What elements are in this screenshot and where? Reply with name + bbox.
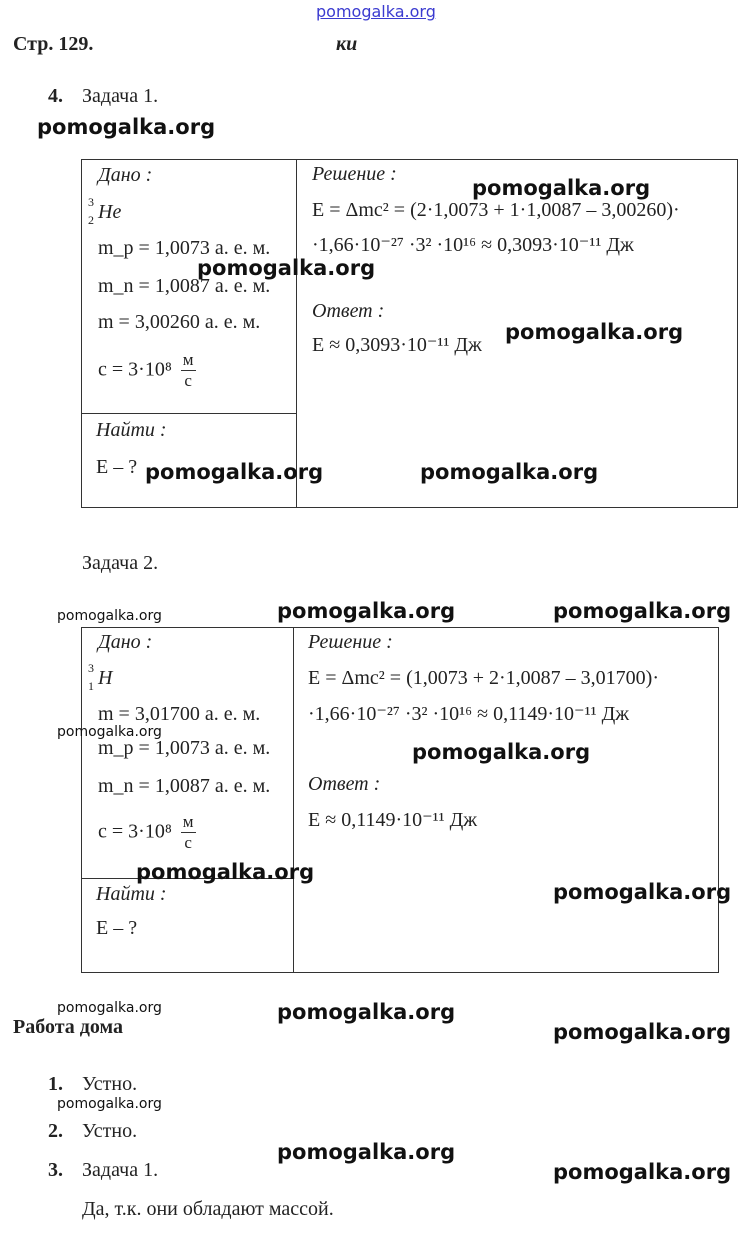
given-proton-mass: m_p = 1,0073 а. е. м.: [98, 737, 271, 759]
task-title: Задача 1.: [82, 85, 159, 107]
answer-value: E ≈ 0,3093·10⁻¹¹ Дж: [312, 334, 482, 356]
answer-value: E ≈ 0,1149·10⁻¹¹ Дж: [308, 809, 478, 831]
watermark: pomogalka.org: [553, 1020, 732, 1044]
homework-title: Работа дома: [13, 1016, 123, 1038]
task-number: 4.: [48, 85, 63, 107]
homework-item-number: 1.: [48, 1073, 63, 1095]
watermark: pomogalka.org: [145, 460, 324, 484]
watermark: pomogalka.org: [553, 1160, 732, 1184]
nucleus-notation: 3 1 H: [88, 661, 113, 693]
given-neutron-mass: m_n = 1,0087 а. е. м.: [98, 775, 271, 797]
homework-item-text: Устно.: [82, 1073, 138, 1095]
given-label: Дано :: [98, 164, 153, 186]
watermark: pomogalka.org: [57, 724, 162, 740]
given-label: Дано :: [98, 631, 153, 653]
find-label: Найти :: [96, 883, 167, 905]
watermark: pomogalka.org: [472, 176, 651, 200]
given-neutron-mass: m_n = 1,0087 а. е. м.: [98, 275, 271, 297]
given-nucleus-mass: m = 3,00260 а. е. м.: [98, 311, 261, 333]
given-speed-of-light: c = 3·10⁸ $\frac{м}{с}$: [98, 350, 194, 391]
solution-line-1: E = Δmc² = (1,0073 + 2·1,0087 – 3,01700)·: [308, 667, 659, 689]
watermark: pomogalka.org: [505, 320, 684, 344]
watermark: pomogalka.org: [420, 460, 599, 484]
watermark: pomogalka.org: [412, 740, 591, 764]
watermark: pomogalka.org: [57, 608, 162, 624]
table-divider: [81, 413, 297, 414]
answer-label: Ответ :: [308, 773, 381, 795]
homework-answer: Да, т.к. они обладают массой.: [82, 1198, 334, 1220]
homework-item-number: 2.: [48, 1120, 63, 1142]
given-speed-of-light: c = 3·10⁸ $\frac{м}{с}$: [98, 812, 194, 853]
answer-label: Ответ :: [312, 300, 385, 322]
page-number: Стр. 129.: [13, 33, 94, 55]
watermark: pomogalka.org: [37, 115, 216, 139]
solution-line-2: ·1,66·10⁻²⁷ ·3² ·10¹⁶ ≈ 0,1149·10⁻¹¹ Дж: [308, 703, 630, 725]
watermark: pomogalka.org: [57, 1000, 162, 1016]
watermark: pomogalka.org: [553, 599, 732, 623]
homework-item-number: 3.: [48, 1159, 63, 1181]
watermark: pomogalka.org: [277, 599, 456, 623]
given-nucleus-mass: m = 3,01700 а. е. м.: [98, 703, 261, 725]
top-watermark-link[interactable]: pomogalka.org: [316, 2, 436, 21]
solution-label: Решение :: [308, 631, 393, 653]
watermark: pomogalka.org: [277, 1140, 456, 1164]
table-divider: [293, 627, 294, 973]
table-divider: [296, 159, 297, 508]
homework-item-text: Задача 1.: [82, 1159, 159, 1181]
nucleus-notation: 3 2 He: [88, 195, 122, 227]
watermark: pomogalka.org: [57, 1096, 162, 1112]
find-label: Найти :: [96, 419, 167, 441]
solution-line-2: ·1,66·10⁻²⁷ ·3² ·10¹⁶ ≈ 0,3093·10⁻¹¹ Дж: [312, 234, 634, 256]
heading-fragment: ки: [336, 33, 358, 55]
find-value: E – ?: [96, 456, 138, 478]
watermark: pomogalka.org: [553, 880, 732, 904]
watermark: pomogalka.org: [277, 1000, 456, 1024]
solution-line-1: E = Δmc² = (2·1,0073 + 1·1,0087 – 3,00260)·: [312, 199, 680, 221]
given-proton-mass: m_p = 1,0073 а. е. м.: [98, 237, 271, 259]
find-value: E – ?: [96, 917, 138, 939]
task-title: Задача 2.: [82, 552, 159, 574]
solution-label: Решение :: [312, 163, 397, 185]
homework-item-text: Устно.: [82, 1120, 138, 1142]
watermark: pomogalka.org: [197, 256, 376, 280]
watermark: pomogalka.org: [136, 860, 315, 884]
